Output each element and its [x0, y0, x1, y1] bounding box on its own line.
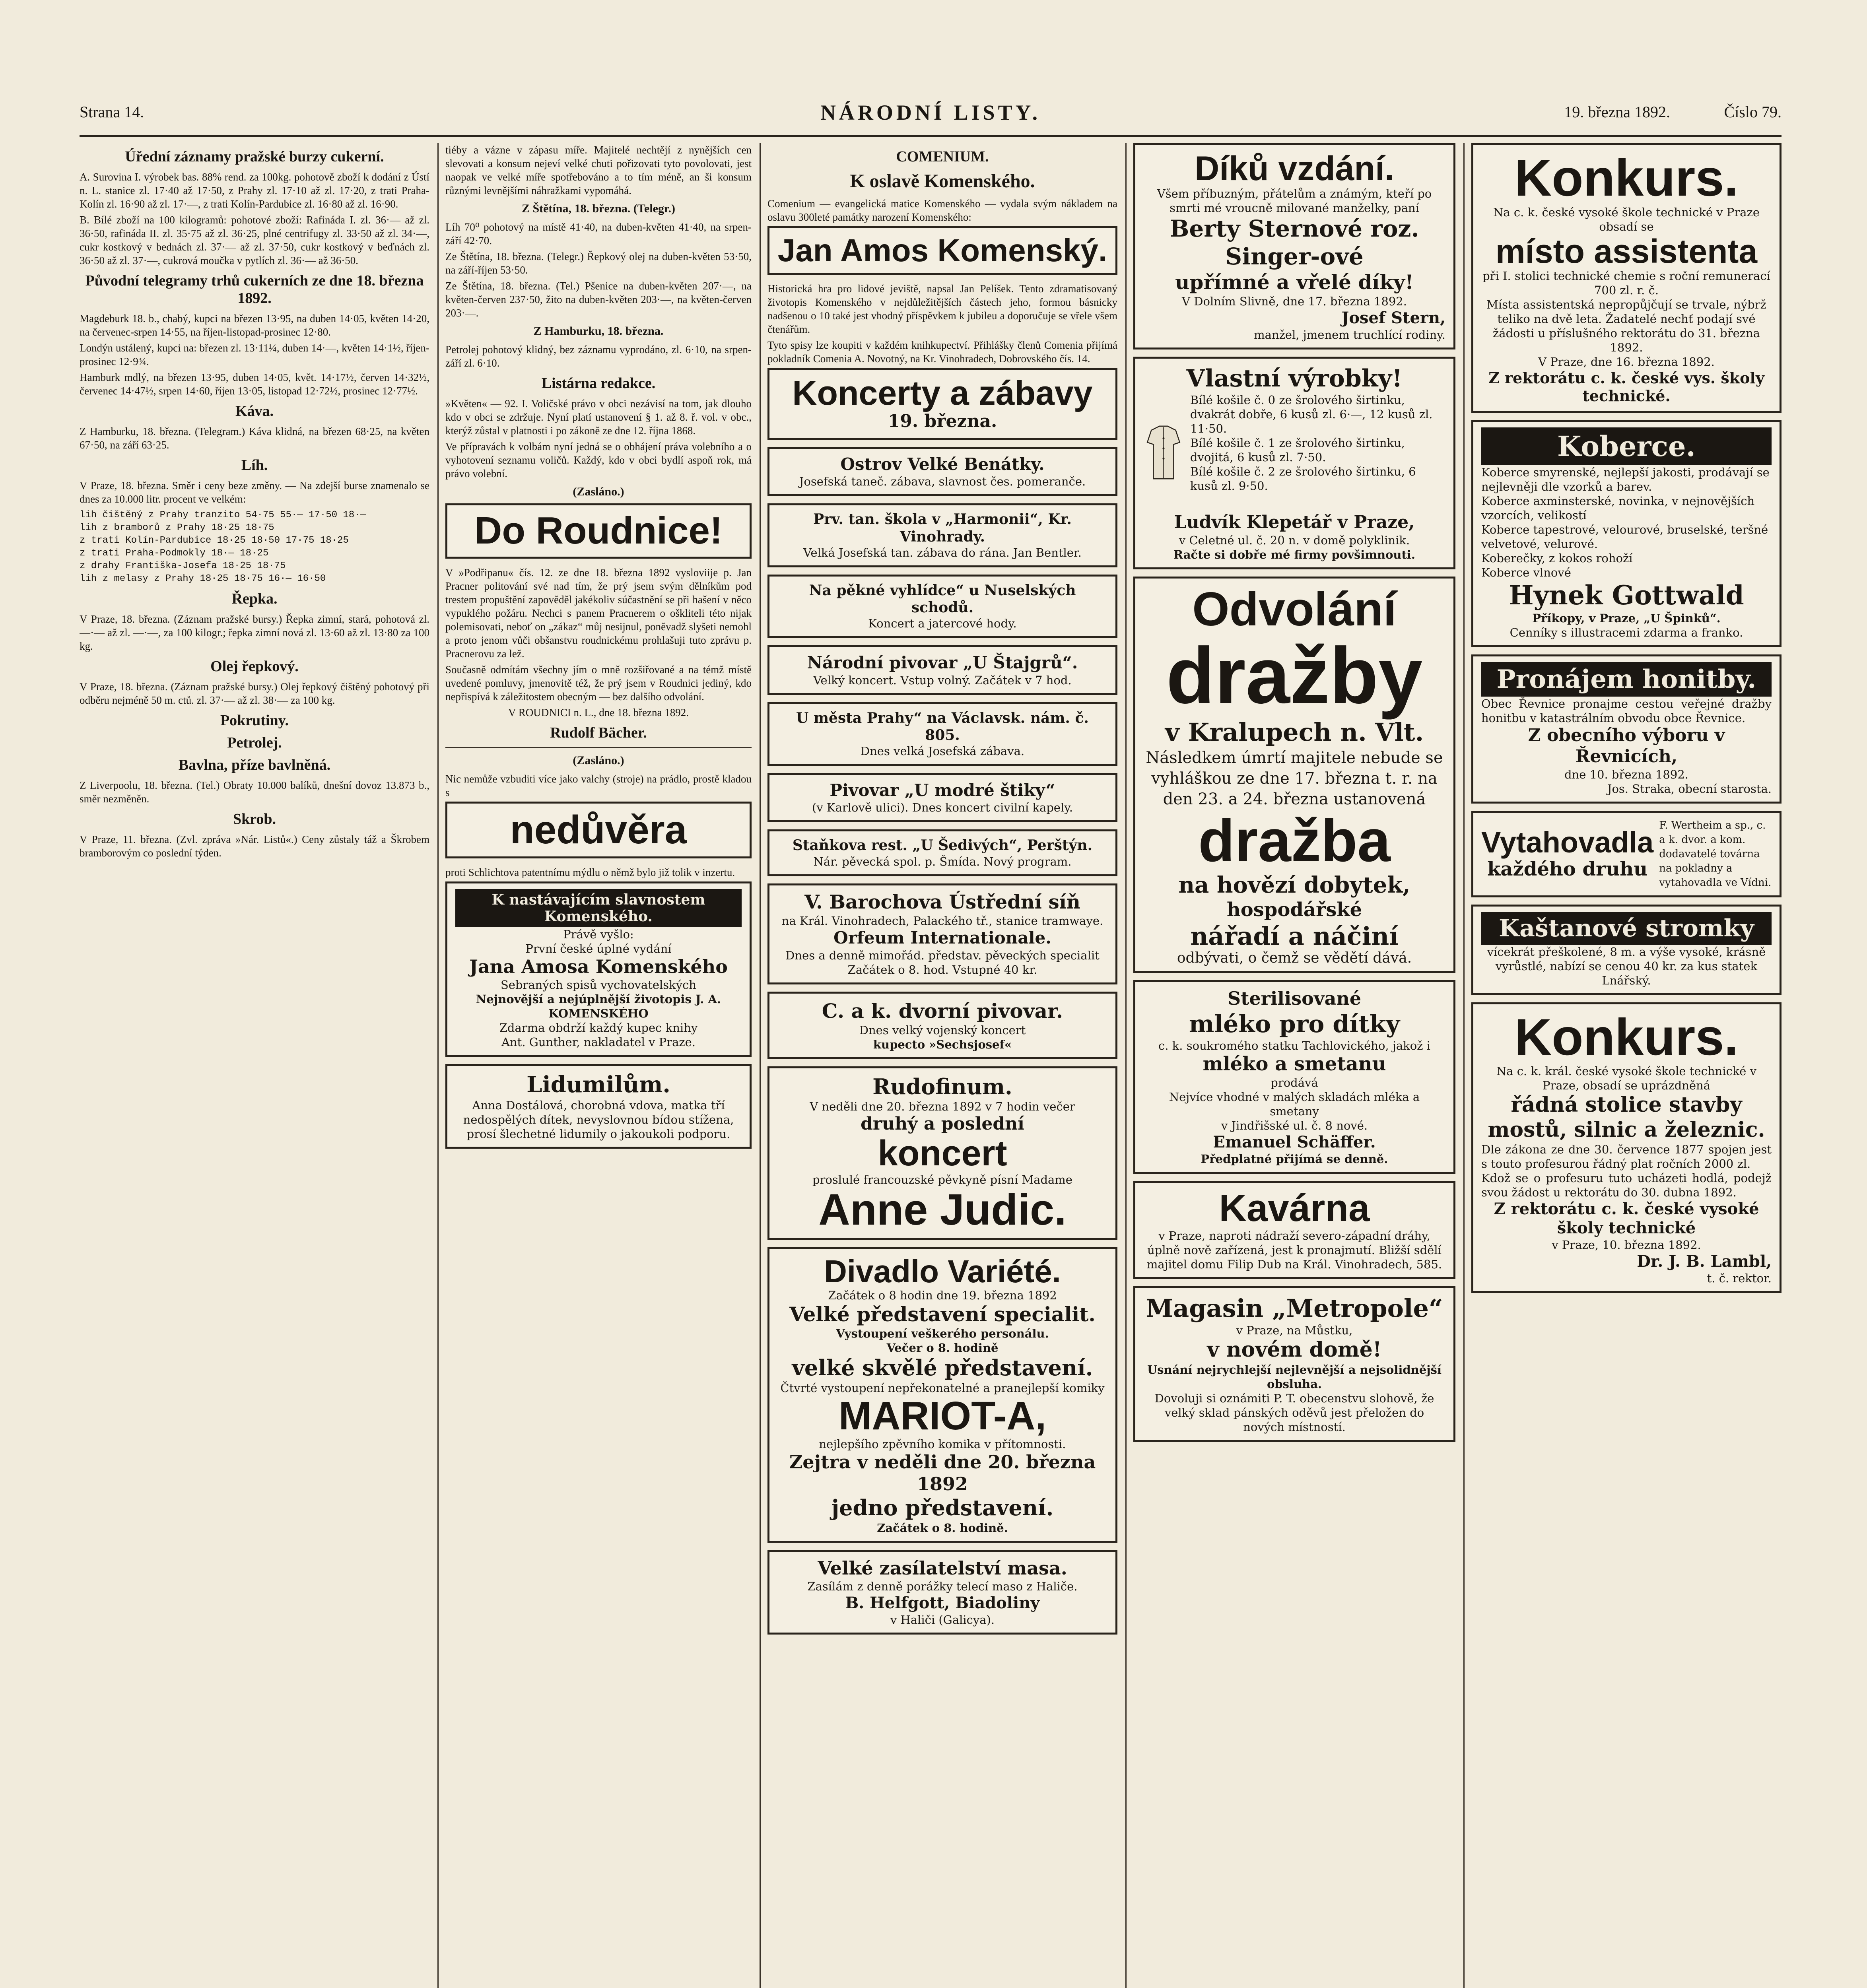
paragraph: »Květen« — 92. I. Voličské právo v obci nezávisí na tom, jak dlouho kdo v obci se zdržuje. Nyní platí ustanovení § 1. až 8. ř. vol. v obc., kterýž zůstal v platnosti i po zákoně ze dne 12. října 1868. — [445, 398, 752, 437]
event-text: Nár. pěvecká spol. p. Šmída. Nový program. — [813, 854, 1072, 868]
event-listing — [767, 575, 1117, 638]
heading-stettin: Z Štětína, 18. března. (Telegr.) — [521, 202, 676, 215]
charity-notice — [445, 1064, 752, 1149]
event-text: Začátek o 8. hod. Vstupné 40 kr. — [847, 963, 1037, 977]
cafe-ad — [1133, 1181, 1455, 1279]
heading-sugar-telegrams: Původní telegramy trhů cukerních ze dne 18. března 1892. — [85, 272, 424, 307]
auction-cancel-ad — [1133, 577, 1455, 973]
paragraph: Tyto spisy lze koupiti v každém knihkupectví. Přihlášky členů Comenia přijímá pokladník Comenia A. Novotný, na Kr. Vinohradech, Dobrovského čís. 14. — [767, 339, 1117, 365]
ad-text: Dr. J. B. Lambl, — [1637, 1252, 1772, 1271]
table-row: z drahy Františka-Josefa 18·25 18·75 — [80, 561, 286, 571]
paragraph: Comenium — evangelická matice Komenského — vydala svým nákladem na oslavu 300leté památky narození Komenského: — [767, 198, 1117, 223]
ad-text: Bílé košile č. 0 ze šrolového širtinku, dvakrát dobře, 6 kusů zl. 6·—, 12 kusů zl. 11·50. — [1190, 393, 1433, 436]
ad-text: Račte si dobře mé firmy povšimnouti. — [1173, 548, 1416, 562]
event-text: Večer o 8. hodině — [886, 1341, 999, 1355]
paragraph: Z Hamburku, 18. března. (Telegram.) Káva klidná, na březen 68·25, na květen 67·50, na září 63·25. — [80, 425, 429, 451]
chestnut-trees-ad — [1471, 905, 1782, 995]
page-header — [80, 99, 1782, 137]
event-listing — [767, 992, 1117, 1059]
ad-heading: Vytahovadla — [1481, 826, 1654, 859]
issue-date: 19. března 1892. — [1564, 103, 1670, 121]
page-number: Strana 14. — [80, 103, 144, 121]
ad-text: Ludvík Klepetář v Praze, — [1174, 512, 1415, 533]
ad-text: upřímné a vřelé díky! — [1175, 270, 1414, 294]
paragraph: A. Surovina I. výrobek bas. 88% rend. za 100kg. pohotově zboží k dodání z Ústí n. L. stanice zl. 17·40 až 17·50, z Prahy zl. 17·10 až zl. 17·20, z trati Praha-Kolín zl. 16·90 až zl. 17·—, z trati Kolín-Pardubice zl. 16·80 až zl. 16·90. — [80, 171, 429, 210]
ad-text: Dle zákona ze dne 30. července 1877 spojen jest s touto profesurou řádný plat ročních 2000 zl. — [1481, 1142, 1772, 1171]
event-text: Velká Josefská tan. zábava do rána. Jan Bentler. — [803, 546, 1082, 559]
thanks-notice — [1133, 143, 1455, 349]
ad-text: Na c. k. král. české vysoké škole technické v Praze, obsadí se uprázdněná — [1496, 1064, 1757, 1093]
ad-text: Na c. k. české vysoké škole technické v Praze obsadí se — [1493, 205, 1760, 233]
thanks-heading: Díků vzdání. — [1195, 149, 1394, 188]
heading-coffee: Káva. — [235, 403, 274, 419]
ad-text: v Praze, 10. března 1892. — [1552, 1238, 1701, 1252]
ad-text: Předplatné přijímá se denně. — [1201, 1152, 1388, 1166]
ad-text: Obec Řevnice pronajme cestou veřejné dražby honitbu v katastrálním obvodu obce Řevnice. — [1481, 697, 1772, 725]
event-text: Dnes velký vojenský koncert — [859, 1023, 1026, 1037]
soap-ad — [445, 802, 752, 858]
event-title: Rudofinum. — [872, 1074, 1012, 1099]
ad-text: prodává — [1271, 1076, 1318, 1090]
shirt-illustration-icon — [1143, 393, 1184, 512]
event-text: v Haliči (Galicya). — [890, 1613, 995, 1627]
komensky-play-ad — [767, 226, 1117, 275]
ad-text: c. k. soukromého statku Tachlovického, jakož i — [1158, 1039, 1430, 1052]
heading-hamburg: Z Hamburku, 18. března. — [533, 324, 664, 338]
ad-text: Bílé košile č. 1 ze šrolového širtinku, dvojitá, 6 kusů zl. 7·50. — [1190, 436, 1405, 464]
ad-heading: řádná stolice stavby mostů, silnic a železnic. — [1488, 1093, 1765, 1142]
ad-text: v Praze, na Můstku, — [1236, 1324, 1353, 1338]
event-text: Zejtra v neděli dne 20. března 1892 — [789, 1451, 1096, 1495]
hunting-lease-ad — [1471, 654, 1782, 804]
column-rule — [1463, 143, 1465, 1988]
event-listing — [767, 773, 1117, 822]
ad-text: Jos. Straka, obecní starosta. — [1607, 782, 1772, 796]
column-rule — [760, 143, 761, 1988]
ad-text: t. č. rektor. — [1707, 1271, 1772, 1285]
ad-text: Z obecního výboru v Řevnicích, — [1528, 725, 1725, 767]
paragraph: V Praze, 18. března. Směr i ceny beze změny. — Na zdejší burse znamenalo se dnes za 10.000 litr. procent ve velkém: — [80, 480, 429, 505]
paragraph: Hamburk mdlý, na březen 13·95, duben 14·05, květ. 14·17½, červen 14·32½, červenec 14·47½, srpen 14·60, říjen 13·05, listopad 12·72½, prosinec 12·77½. — [80, 371, 429, 397]
ad-heading: mléko pro dítky — [1189, 1010, 1400, 1038]
concerts-heading: Koncerty a zábavy — [792, 374, 1093, 412]
paragraph: Nic nemůže vzbuditi více jako valchy (stroje) na prádlo, prostě kladou s — [445, 773, 752, 798]
heading-starch: Skrob. — [233, 811, 276, 827]
column-entertainment — [767, 143, 1117, 1988]
event-listing — [767, 702, 1117, 766]
ad-text: Z rektorátu c. k. české vys. školy technické. — [1488, 369, 1764, 405]
paragraph: B. Bílé zboží na 100 kilogramů: pohotové zboží: Rafináda I. zl. 36·— až zl. 36·50, rafináda II. zl. 35·75 až zl. 36·25, plné centrifugy zl. 33·50 až zl. 34·—, cukr kostkový v bednách zl. 37·— až zl. 37·50, cukr kostkový v beďnách zl. 36·50 až zl. 37·—, cukrová moučka v pytlích zl. 36·— až 36·50. — [80, 214, 429, 266]
table-row: z trati Kolín-Pardubice 18·25 18·50 17·75 18·25 — [80, 535, 349, 546]
charity-text: Anna Dostálová, chorobná vdova, matka tří nedospělých dítek, nevyslovnou bídou stížena, prosí šlechetné lidumily o jakoukoli podporu. — [463, 1099, 734, 1141]
charity-heading: Lidumilům. — [526, 1071, 670, 1098]
shirts-ad — [1133, 357, 1455, 569]
event-text: Velké představení specialit. — [789, 1303, 1096, 1326]
performer-name: MARIOT-A, — [838, 1393, 1047, 1438]
ad-text: Usnání nejrychlejší nejlevnější a nejsolidnější obsluha. — [1147, 1363, 1442, 1391]
table-row: lih z bramborů z Prahy 18·25 18·75 — [80, 522, 274, 533]
heading-petroleum: Petrolej. — [227, 734, 282, 751]
ad-heading: Kaštanové stromky — [1481, 912, 1772, 945]
event-text: Čtvrté vystoupení nepřekonatelné a pranejlepší komiky — [780, 1381, 1105, 1395]
ad-heading: Magasin „Metropole“ — [1146, 1293, 1443, 1323]
issue-number: Číslo 79. — [1724, 103, 1782, 121]
table-row: z trati Praha-Podmokly 18·— 18·25 — [80, 548, 269, 559]
judic-concert-ad — [767, 1066, 1117, 1241]
event-title: Pivovar „U modré štiky“ — [830, 780, 1055, 800]
ad-text: F. Wertheim a sp., c. a k. dvor. a kom. dodavatelé továrna na pokladny a vytahovadla ve Vídni. — [1659, 819, 1772, 889]
paragraph: Líh 70⁰ pohotový na místě 41·40, na duben-květen 41·40, na srpen-září 42·70. — [445, 221, 752, 247]
paragraph: V »Podřipanu« čís. 12. ze dne 18. března 1892 vysloviije p. Jan Pracner politování své nad tím, že prý jsem svým dělníkům pod trestem propuštění zapověděl jakékoliv súčastnění se při hašení v něco vypuklého požáru. Nechci s panem Pracnerem o oškliteli této nijak polemisovati, neboť on „zákaz“ můj nesijnul, poněvadž slyšeti nemohl a proto jenom vůči obšanstvu roudnickému prohlašuji tuto zprávu p. Pracnerovu za lež. — [445, 566, 752, 660]
paragraph: Ve přípravách k volbám nyní jedná se o obhájení práva volebního a o vyhotovení seznamu voličů. Každý, kdo v obci bydlí aspoň rok, má právo volební. — [445, 441, 752, 480]
ad-heading: Konkurs. — [1514, 149, 1739, 207]
ad-text: Koberce vlnové — [1481, 565, 1571, 579]
ad-text: Koberce axminsterské, novinka, v nejnovějších vzorcích, velikostí — [1481, 494, 1755, 522]
ad-text: Příkopy, v Praze, „U Špinků“. — [1532, 612, 1721, 625]
event-text: nejlepšího zpěvního komika v přítomnosti. — [819, 1437, 1066, 1451]
event-title: koncert — [878, 1134, 1007, 1174]
event-listing — [767, 503, 1117, 567]
table-row: lih čištěný z Prahy tranzito 54·75 55·— 17·50 18·— — [80, 510, 366, 520]
event-title: Velké zasílatelství masa. — [818, 1557, 1067, 1579]
heading-spirits: Líh. — [241, 457, 268, 474]
event-title: U města Prahy“ na Václavsk. nám. č. 805. — [796, 709, 1089, 744]
event-text: Vystoupení veškerého personálu. — [836, 1327, 1049, 1341]
ad-text: každého druhu — [1487, 858, 1648, 880]
masthead-title: NÁRODNÍ LISTY. — [820, 101, 1041, 124]
event-text: kupecto »Sechsjosef« — [873, 1037, 1012, 1051]
konkurs-professor-ad — [1471, 1002, 1782, 1293]
ad-text: Všem příbuzným, přátelům a známým, kteří po smrti mé vroucně milované manželky, paní — [1157, 187, 1432, 215]
event-title: Staňkova rest. „U Šedivých“, Perštýn. — [792, 837, 1093, 854]
ad-text: nářadí a náčiní — [1190, 921, 1399, 951]
event-title: Na pěkné vyhlídce“ u Nuselských schodů. — [809, 582, 1076, 616]
event-text: Zasílám z denně porážky telecí maso z Haliče. — [807, 1580, 1078, 1594]
event-title: Národní pivovar „U Štajgrů“. — [807, 653, 1078, 673]
paragraph: proti Schlichtova patentnímu mýdlu o němž bylo již tolik v inzertu. — [445, 866, 735, 878]
ad-heading: dražba — [1198, 807, 1391, 874]
paragraph: Ze Štětína, 18. března. (Telegr.) Řepkový olej na duben-květen 53·50, na září-říjen 53·50. — [445, 250, 752, 276]
event-text: Dnes velká Josefská zábava. — [860, 744, 1025, 758]
ad-text: Nejvíce vhodné v malých skladách mléka a smetany — [1169, 1090, 1420, 1118]
event-title: Orfeum Internationale. — [833, 928, 1051, 948]
ad-text: manžel, jmenem truchlící rodiny. — [1254, 328, 1445, 342]
ad-text: Nejnovější a nejúplnější životopis J. A. KOMENSKÉHO — [476, 992, 721, 1020]
event-text: jedno představení. — [831, 1495, 1054, 1521]
ad-heading: Vlastní výrobky! — [1186, 365, 1403, 393]
ad-text: Z rektorátu c. k. české vysoké školy technické — [1494, 1199, 1759, 1237]
heading-rapeseed: Řepka. — [231, 590, 278, 607]
column-rule — [1125, 143, 1127, 1988]
paragraph: Z Liverpoolu, 18. března. (Tel.) Obraty 10.000 balíků, dnešní dovoz 13.873 b., směr nezměněn. — [80, 779, 429, 805]
concerts-date: 19. března. — [888, 411, 997, 432]
ad-text: Místa assistentská nepropůjčují se trvale, nýbrž teliko na dvě leta. Žadatelé nechť podají své žádosti u příslušného rektorátu do 31. března 1892. — [1486, 297, 1766, 354]
deceased-name: Berty Sternové roz. Singer-ové — [1170, 215, 1419, 270]
heading-fodder: Pokrutiny. — [220, 712, 289, 729]
event-text: proslulé francouzské pěvkyně písní Madame — [812, 1173, 1072, 1186]
ad-text: Právě vyšlo: — [563, 927, 634, 941]
ad-text: v Kralupech n. Vlt. — [1165, 718, 1424, 747]
event-text: Začátek o 8 hodin dne 19. března 1892 — [828, 1289, 1057, 1303]
column-market-reports — [80, 143, 429, 1988]
carpets-ad — [1471, 420, 1782, 647]
ad-text: Kdož se o profesuru tuto ucházeti hodlá, podejž svou žádost u rektorátu do 30. dubna 1892. — [1481, 1171, 1772, 1199]
event-title: V. Barochova Ústřední síň — [804, 891, 1080, 913]
paragraph: Londýn ustálený, kupci na: březen zl. 13·11¼, duben 14·—, květen 14·1½, říjen-prosinec 12·9¾. — [80, 342, 429, 367]
ad-text: Sebraných spisů vychovatelských — [500, 978, 697, 992]
ad-text: V Dolním Slivně, dne 17. března 1892. — [1182, 295, 1407, 309]
paragraph: Historická hra pro lidové jeviště, napsal Jan Pelíšek. Tento zdramatisovaný životopis Komenského v nejdůležitějších částech jeho, formou básnicky nadšenou o 10 také jest vhodný příspěvkem k jubileu a doporučuje se vřele všem čtenářům. — [767, 283, 1117, 335]
concerts-listing — [767, 368, 1117, 440]
paragraph: Ze Štětína, 18. března. (Tel.) Pšenice na duben-květen 207·—, na květen-červen 237·50, žito na duben-květen 203·—, na květen-červen 203·—. — [445, 280, 752, 319]
ad-heading: Sterilisované — [1227, 988, 1362, 1010]
event-title: Prv. tan. škola v „Harmonii“, Kr. Vinohrady. — [813, 511, 1072, 545]
table-row: lih z melasy z Prahy 18·25 18·75 16·— 16·50 — [80, 573, 326, 584]
event-listing — [767, 447, 1117, 496]
ad-text: mléko a smetanu — [1203, 1052, 1386, 1075]
ad-heading: K nastávajícím slavnostem Komenského. — [455, 889, 742, 927]
ad-text: Cenníky s illustracemi zdarma a franko. — [1510, 626, 1743, 640]
meat-shipping-ad — [767, 1550, 1117, 1635]
ad-text: hospodářské — [1226, 899, 1362, 921]
ad-heading: Odvolání — [1192, 582, 1397, 636]
ad-text: Zdarma obdrží každý kupec knihy — [499, 1021, 698, 1035]
ad-text: v novém domě! — [1207, 1338, 1382, 1362]
heading-comenium: COMENIUM. — [896, 148, 989, 165]
performer-name: Anne Judic. — [818, 1185, 1067, 1234]
event-title: Ostrov Velké Benátky. — [840, 454, 1045, 474]
ad-text: vícekrát přeškolené, 8 m. a výše vysoké, krásně vyrůstlé, nabízí se cenou 40 kr. za kus statek Lnářský. — [1487, 945, 1766, 987]
ad-text: Josef Stern, — [1341, 309, 1445, 328]
event-text: Začátek o 8. hodině. — [877, 1521, 1008, 1535]
soap-headline: nedůvěra — [510, 807, 687, 852]
event-text: V neděli dne 20. března 1892 v 7 hodin večer — [810, 1100, 1075, 1114]
ad-text: Emanuel Schäffer. — [1213, 1133, 1376, 1152]
ad-text: Následkem úmrtí majitele nebude se vyhláškou ze dne 17. března t. r. na den 23. a 24. března ustanovená — [1146, 748, 1443, 808]
paragraph: Petrolej pohotový klidný, bez záznamu vyprodáno, zl. 6·10, na srpen-září zl. 6·10. — [445, 344, 752, 369]
paragraph: V Praze, 11. března. (Zvl. zpráva »Nár. Listů«.) Ceny zůstaly táž a Škrobem bramborovým co poslední týden. — [80, 833, 429, 859]
ad-text: Koberečky, z kokos rohoží — [1481, 551, 1633, 565]
signature-place: V ROUDNICI n. L., dne 18. března 1892. — [508, 706, 689, 718]
ad-text: dne 10. března 1892. — [1564, 767, 1689, 781]
event-title: Divadlo Variété. — [824, 1254, 1061, 1289]
event-listing — [767, 645, 1117, 695]
elevators-ad — [1471, 811, 1782, 897]
column-rule — [437, 143, 439, 1988]
divider — [445, 747, 752, 748]
event-listing — [767, 883, 1117, 984]
ad-text: odbývati, o čemž se vědětí dává. — [1177, 950, 1412, 967]
metropole-ad — [1133, 1286, 1455, 1442]
event-text: Velký koncert. Vstup volný. Začátek v 7 hod. — [813, 673, 1072, 687]
milk-ad — [1133, 980, 1455, 1174]
ad-heading: Kavárna — [1219, 1187, 1370, 1230]
heading-sugar-exchange: Úřední záznamy pražské burzy cukerní. — [125, 148, 384, 165]
paragraph: Magdeburk 18. b., chabý, kupci na březen 13·95, na duben 14·05, květen 14·20, na červenec-srpen 14·55, na říjen-listopad-prosinec 12·80. — [80, 313, 429, 338]
heading-letters: Listárna redakce. — [541, 375, 656, 392]
ad-heading: Pronájem honitby. — [1481, 662, 1772, 697]
event-text: na Král. Vinohradech, Palackého tř., stanice tramwaye. — [781, 914, 1103, 928]
event-text: B. Helfgott, Biadoliny — [845, 1594, 1040, 1613]
event-text: Koncert a jatercové hody. — [868, 617, 1017, 631]
ad-heading: dražby — [1166, 631, 1423, 720]
ad-text: V Praze, dne 16. března 1892. — [1538, 355, 1715, 369]
ad-heading: Koberce. — [1481, 427, 1772, 465]
event-text: Josefská taneč. zábava, slavnost čes. pomeranče. — [799, 475, 1086, 489]
event-title: C. a k. dvorní pivovar. — [822, 999, 1063, 1023]
heading-rapeseed-oil: Olej řepkový. — [210, 658, 299, 675]
column-ads-a — [1133, 143, 1455, 1988]
ad-text: Dovoluji si oznámiti P. T. obecenstvu slohově, že velký sklad pánských oděvů jest přeložen do nových místností. — [1154, 1391, 1434, 1434]
event-listing — [767, 829, 1117, 876]
ad-text: při I. stolici technické chemie s roční remunerací 700 zl. r. č. — [1482, 269, 1770, 297]
roudnice-notice — [445, 503, 752, 559]
play-title: Jan Amos Komenský. — [777, 233, 1107, 268]
heading-komensky-celebration: K oslavě Komenského. — [850, 171, 1035, 192]
spirits-price-table — [80, 509, 429, 585]
signature-name: Rudolf Bächer. — [550, 724, 647, 741]
event-text: druhý a poslední — [861, 1114, 1024, 1134]
ad-text: v Praze, naproti nádraží severo-západní dráhy, úplně nově zařízená, jest k pronajmutí. Bližší sdělí majitel domu Filip Dub na Král. Vinohradech, 585. — [1146, 1229, 1442, 1271]
heading-sent-in: (Zasláno.) — [573, 753, 624, 767]
ad-text: Bílé košile č. 2 ze šrolového širtinku, 6 kusů zl. 9·50. — [1190, 465, 1416, 493]
konkurs-assistant-ad — [1471, 143, 1782, 413]
column-ads-b — [1471, 143, 1782, 1988]
variete-ad — [767, 1247, 1117, 1543]
paragraph: tiéby a vázne v zápasu míře. Majitelé nechtějí z nynějších cen slevovati a konsum nejeví velké chuti pořizovati tyto povolovati, jest naopak ve velké míře spotřebováno a to tím méně, an ši konsum různými levnějšími náhražkami vypomáhá. — [445, 144, 752, 196]
ad-heading: Konkurs. — [1514, 1008, 1739, 1066]
event-text: Dnes a denně mimořád. představ. pěveckých specialit — [785, 948, 1100, 962]
heading-cotton: Bavlna, příze bavlněná. — [178, 757, 331, 773]
comenius-book-ad — [445, 881, 752, 1057]
ad-text: Ant. Gunther, nakladatel v Praze. — [501, 1035, 696, 1049]
paragraph: Současně odmítám všechny jím o mně rozšiřované a na témž místě uvedené pomluvy, jmenovitě též, že prý jsem v Roudnici jediný, kdo nepřispívá k záležitostem obecným — bez dalšího odvolání. — [445, 663, 752, 703]
ad-text: První české úplné vydání — [525, 942, 672, 955]
ad-text: v Jindřišské ul. č. 8 nové. — [1221, 1119, 1368, 1133]
paragraph: V Praze, 18. března. (Záznam pražské bursy.) Řepka zimní, stará, pohotová zl. —·— až zl. —·—, za 100 kilogr.; řepka zimní nová zl. 13·60 až zl. 13·80 za 100 kg. — [80, 613, 429, 652]
ad-text: na hovězí dobytek, — [1178, 872, 1410, 899]
ad-text: Koberce smyrenské, nejlepší jakosti, prodávají se nejlevněji dle vzorků a barev. — [1481, 465, 1770, 493]
ad-title: Hynek Gottwald — [1509, 579, 1744, 611]
ad-heading: místo assistenta — [1495, 232, 1758, 270]
ad-title: Jana Amosa Komenského — [469, 955, 728, 977]
heading-sent-in: (Zasláno.) — [573, 485, 624, 498]
column-news — [445, 143, 752, 1988]
event-text: velké skvělé představení. — [792, 1355, 1093, 1381]
ad-text: Koberce tapestrové, velourové, bruselské, teršné velvetové, velurové. — [1481, 522, 1768, 551]
event-text: (v Karlově ulici). Dnes koncert civilní kapely. — [812, 801, 1073, 815]
roudnice-headline: Do Roudnice! — [474, 509, 723, 552]
paragraph: V Praze, 18. března. (Záznam pražské bursy.) Olej řepkový čištěný pohotový při odběru nejméně 50 m. ctů. zl. 37·— až zl. 38·— za 100 kg. — [80, 681, 429, 706]
ad-text: v Celetné ul. č. 20 n. v domě polyklinik. — [1179, 534, 1410, 547]
